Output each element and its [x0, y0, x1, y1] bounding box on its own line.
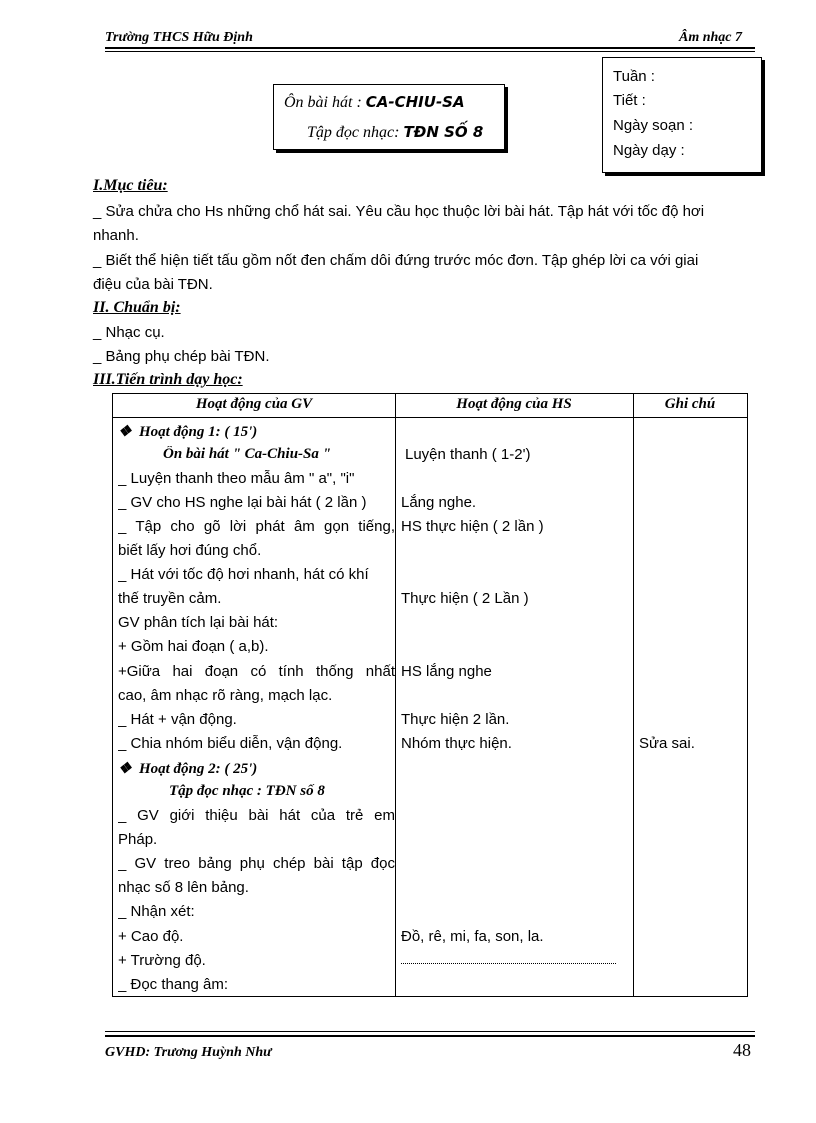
activity-1-title: [118, 422, 395, 441]
header-teacher-activity: Hoạt động của GV: [195, 396, 313, 412]
student-step: Thực hiện 2 lần.: [401, 711, 510, 728]
diamond-bullet-icon: ❖: [118, 424, 132, 440]
header-rule: [105, 47, 755, 49]
teacher-step: cao, âm nhạc rõ ràng, mạch lạc.: [118, 687, 333, 704]
column-divider: [633, 394, 634, 996]
student-step: Nhóm thực hiện.: [401, 735, 512, 752]
preparation-line-2: _ Bảng phụ chép bài TĐN.: [93, 348, 270, 365]
diamond-bullet-icon: ❖: [118, 761, 132, 777]
teacher-step: _ Hát với tốc độ hơi nhanh, hát có khí: [118, 566, 369, 583]
teacher-step: + Gồm hai đoạn ( a,b).: [118, 638, 269, 655]
subject-name: Âm nhạc 7: [679, 30, 743, 45]
week-label: Tuần :: [613, 68, 655, 85]
activity-2-title-text: Hoạt động 2: ( 25'): [138, 761, 258, 777]
section-procedure-title: III.Tiến trình dạy học:: [93, 371, 243, 388]
teacher-step: thế truyền cảm.: [118, 590, 222, 607]
student-step: Lắng nghe.: [401, 494, 477, 511]
student-step: HS thực hiện ( 2 lần ): [401, 518, 544, 535]
review-song-name: CA-CHIU-SA: [365, 93, 465, 111]
header-divider: [113, 417, 747, 418]
review-song-label: Ôn bài hát :: [284, 94, 366, 111]
teacher-step: _ GV giới thiệu bài hát của trẻ em: [118, 807, 395, 824]
school-name: Trường THCS Hữu Định: [105, 30, 253, 45]
teacher-step: nhạc số 8 lên bảng.: [118, 879, 249, 896]
teacher-step: _ Tập cho gõ lời phát âm gọn tiếng,: [118, 518, 395, 535]
student-step: Đồ, rê, mi, fa, son, la.: [401, 928, 544, 945]
section-preparation-title: II. Chuẩn bị:: [93, 299, 181, 316]
sight-reading-name: TĐN SỐ 8: [403, 123, 484, 141]
student-step: Luyện thanh ( 1-2'): [405, 446, 531, 463]
dotted-answer-line: [401, 963, 616, 964]
note-entry: Sửa sai.: [639, 735, 695, 752]
teacher-step: _ GV treo bảng phụ chép bài tập đọc: [118, 855, 395, 872]
column-divider: [395, 394, 396, 996]
period-label: Tiết :: [613, 92, 646, 109]
lesson-title-box: [273, 84, 505, 150]
header-student-activity: Hoạt động của HS: [456, 396, 572, 412]
teacher-step: Pháp.: [118, 831, 158, 848]
activity-1-title-text: Hoạt động 1: ( 15'): [138, 424, 258, 440]
page-number: 48: [733, 1040, 751, 1060]
footer-rule-thin: [105, 1031, 755, 1032]
lesson-activity-table: [112, 393, 748, 997]
activity-2-subtitle: Tập đọc nhạc : TĐN số 8: [169, 783, 325, 799]
teacher-step: _ Chia nhóm biểu diễn, vận động.: [118, 735, 343, 752]
student-step: HS lắng nghe: [401, 663, 492, 680]
objective-line-2: nhanh.: [93, 227, 139, 244]
objective-line-4: điệu của bài TĐN.: [93, 276, 213, 293]
schedule-info-box: [602, 57, 762, 173]
teacher-step: _ Nhận xét:: [118, 903, 195, 920]
teacher-step: _ Hát + vận động.: [118, 711, 237, 728]
sight-reading-line: [307, 123, 483, 142]
objective-line-1: _ Sửa chửa cho Hs những chổ hát sai. Yêu cầu học thuộc lời bài hát. Tập hát với tốc độ hơi: [93, 203, 705, 220]
teach-date-label: Ngày dạy :: [613, 142, 685, 159]
header-notes: Ghi chú: [664, 396, 716, 412]
activity-1-subtitle: Ôn bài hát " Ca-Chiu-Sa ": [163, 446, 331, 462]
footer-rule: [105, 1035, 755, 1037]
objective-line-3: _ Biết thể hiện tiết tấu gồm nốt đen chấm dôi đứng trước móc đơn. Tập ghép lời ca với giai: [93, 252, 699, 269]
review-song-line: [284, 93, 465, 112]
section-objectives-title: I.Mục tiêu:: [93, 177, 168, 194]
teacher-step: GV phân tích lại bài hát:: [118, 614, 279, 631]
teacher-step: biết lấy hơi đúng chổ.: [118, 542, 262, 559]
teacher-step: + Trường độ.: [118, 952, 206, 969]
student-step: Thực hiện ( 2 Lần ): [401, 590, 529, 607]
prep-date-label: Ngày soạn :: [613, 117, 694, 134]
sight-reading-label: Tập đọc nhạc:: [307, 124, 404, 141]
preparation-line-1: _ Nhạc cụ.: [93, 324, 165, 341]
header-rule-thin: [105, 51, 755, 52]
teacher-name: GVHD: Trương Huỳnh Như: [105, 1045, 272, 1060]
teacher-step: +Giữa hai đoạn có tính thống nhất: [118, 663, 395, 680]
teacher-step: _ Luyện thanh theo mẫu âm " a", "i": [118, 470, 355, 487]
teacher-step: _ GV cho HS nghe lại bài hát ( 2 lần ): [118, 494, 367, 511]
teacher-step: + Cao độ.: [118, 928, 184, 945]
activity-2-title: [118, 759, 395, 778]
teacher-step: _ Đọc thang âm:: [118, 976, 229, 993]
